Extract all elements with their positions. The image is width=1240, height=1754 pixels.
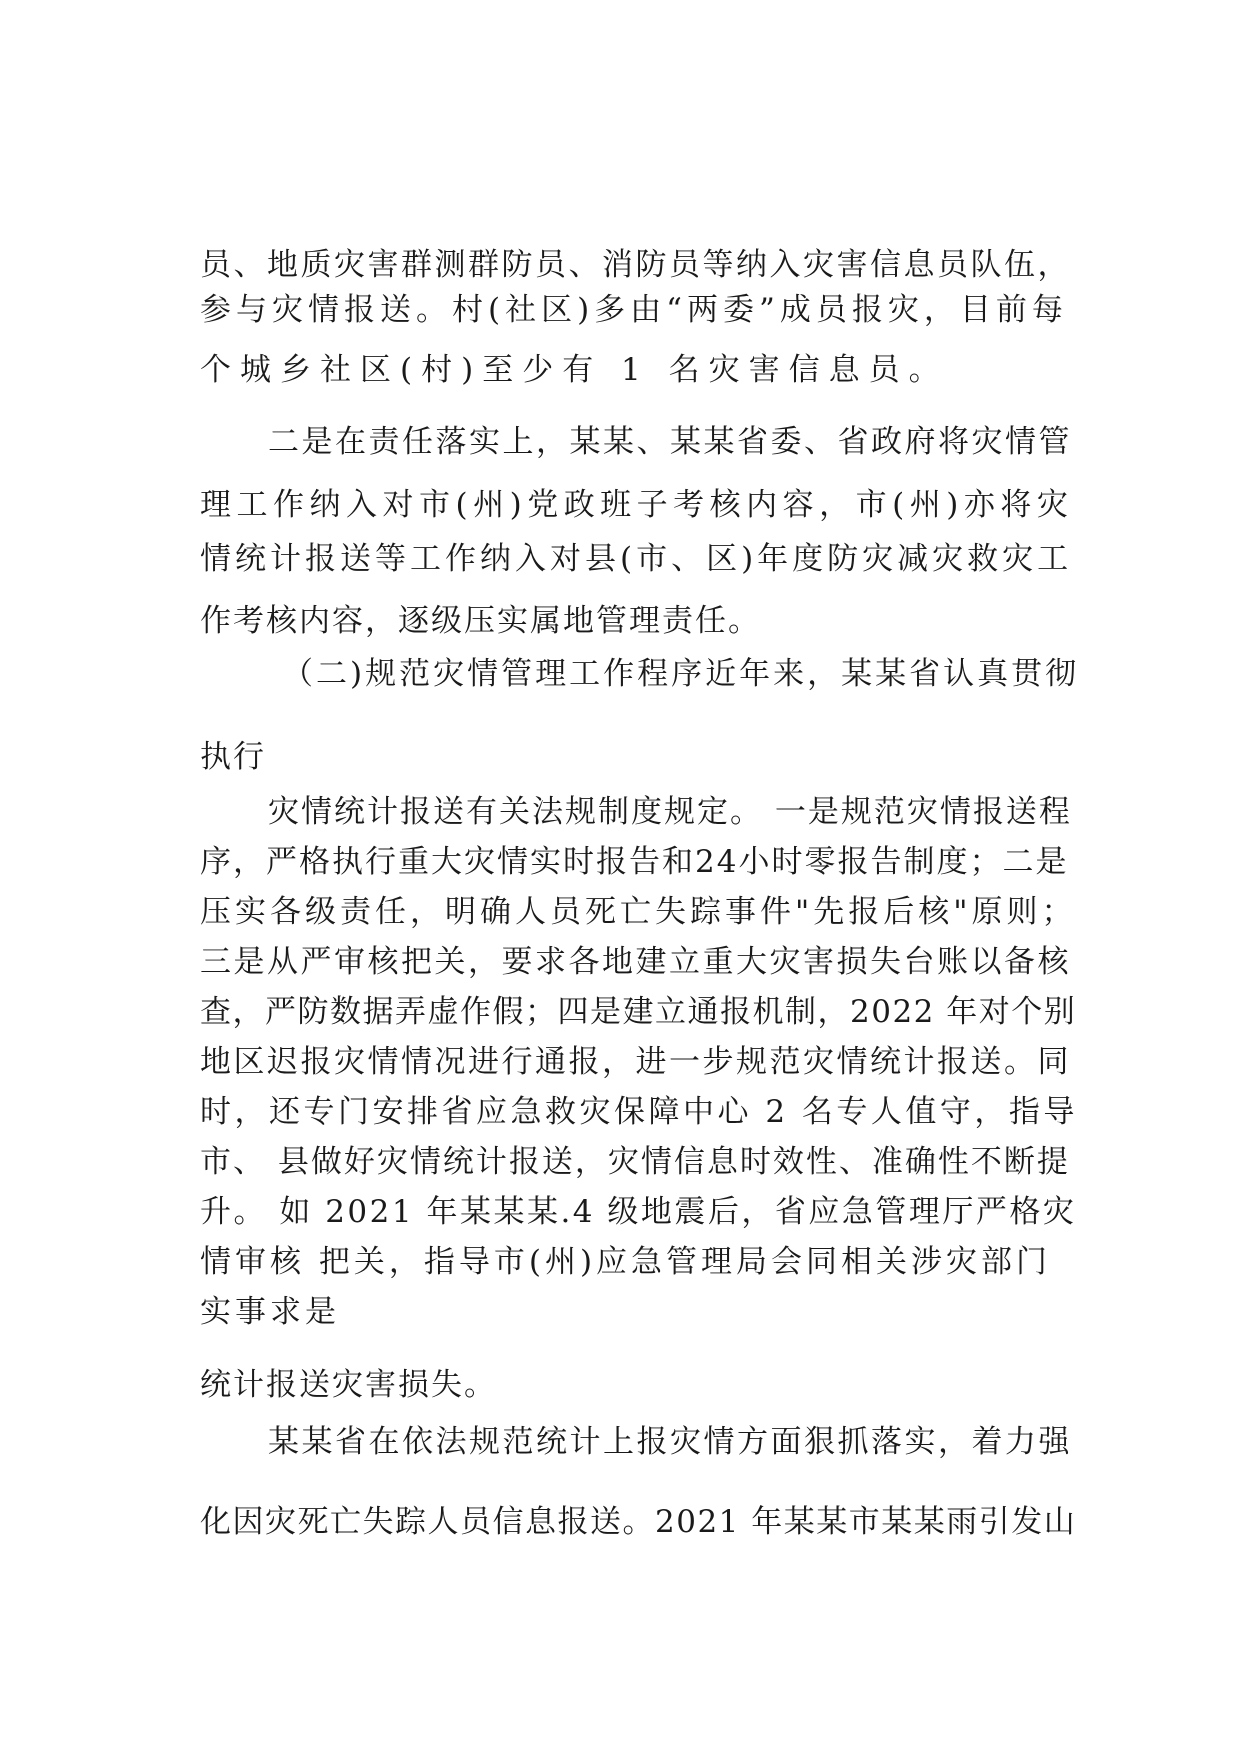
text-line: 某某省在依法规范统计上报灾情方面狠抓落实，着力强 bbox=[268, 1424, 1072, 1460]
text-line: 升。 如 2021 年某某某.4 级地震后，省应急管理厅严格灾 bbox=[200, 1194, 1077, 1230]
text-line: 时，还专门安排省应急救灾保障中心 2 名专人值守，指导 bbox=[200, 1094, 1078, 1130]
text-line: 灾情统计报送有关法规制度规定。 一是规范灾情报送程 bbox=[268, 794, 1072, 830]
text-line: 统计报送灾害损失。 bbox=[200, 1367, 497, 1403]
text-line: 情审核 把关，指导市(州)应急管理局会同相关涉灾部门 bbox=[200, 1244, 1052, 1280]
section-heading: （二)规范灾情管理工作程序近年来，某某省认真贯彻 bbox=[282, 656, 1080, 692]
text-line: 二是在责任落实上，某某、某某省委、省政府将灾情管 bbox=[268, 424, 1072, 460]
text-line: 实事求是 bbox=[200, 1294, 340, 1330]
text-line: 执行 bbox=[200, 739, 266, 775]
text-line: 查，严防数据弄虚作假；四是建立通报机制，2022 年对个别 bbox=[200, 994, 1077, 1030]
text-line: 个城乡社区(村)至少有 1 名灾害信息员。 bbox=[200, 352, 949, 388]
text-line: 化因灾死亡失踪人员信息报送。2021 年某某市某某雨引发山 bbox=[200, 1504, 1077, 1540]
text-line: 压实各级责任，明确人员死亡失踪事件"先报后核"原则； bbox=[200, 894, 1077, 930]
text-line: 员、地质灾害群测群防员、消防员等纳入灾害信息员队伍， bbox=[200, 247, 1071, 283]
text-line: 序，严格执行重大灾情实时报告和24小时零报告制度；二是 bbox=[200, 844, 1069, 880]
text-line: 三是从严审核把关，要求各地建立重大灾害损失台账以备核 bbox=[200, 944, 1071, 980]
text-line: 参与灾情报送。村(社区)多由“两委”成员报灾，目前每 bbox=[200, 292, 1068, 328]
text-line: 市、 县做好灾情统计报送，灾情信息时效性、准确性不断提 bbox=[200, 1144, 1070, 1180]
text-line: 情统计报送等工作纳入对县(市、区)年度防灾减灾救灾工 bbox=[200, 541, 1073, 577]
text-line: 理工作纳入对市(州)党政班子考核内容，市(州)亦将灾 bbox=[200, 487, 1074, 523]
text-line: 作考核内容，逐级压实属地管理责任。 bbox=[200, 603, 761, 639]
text-line: 地区迟报灾情情况进行通报，进一步规范灾情统计报送。同 bbox=[200, 1044, 1071, 1080]
